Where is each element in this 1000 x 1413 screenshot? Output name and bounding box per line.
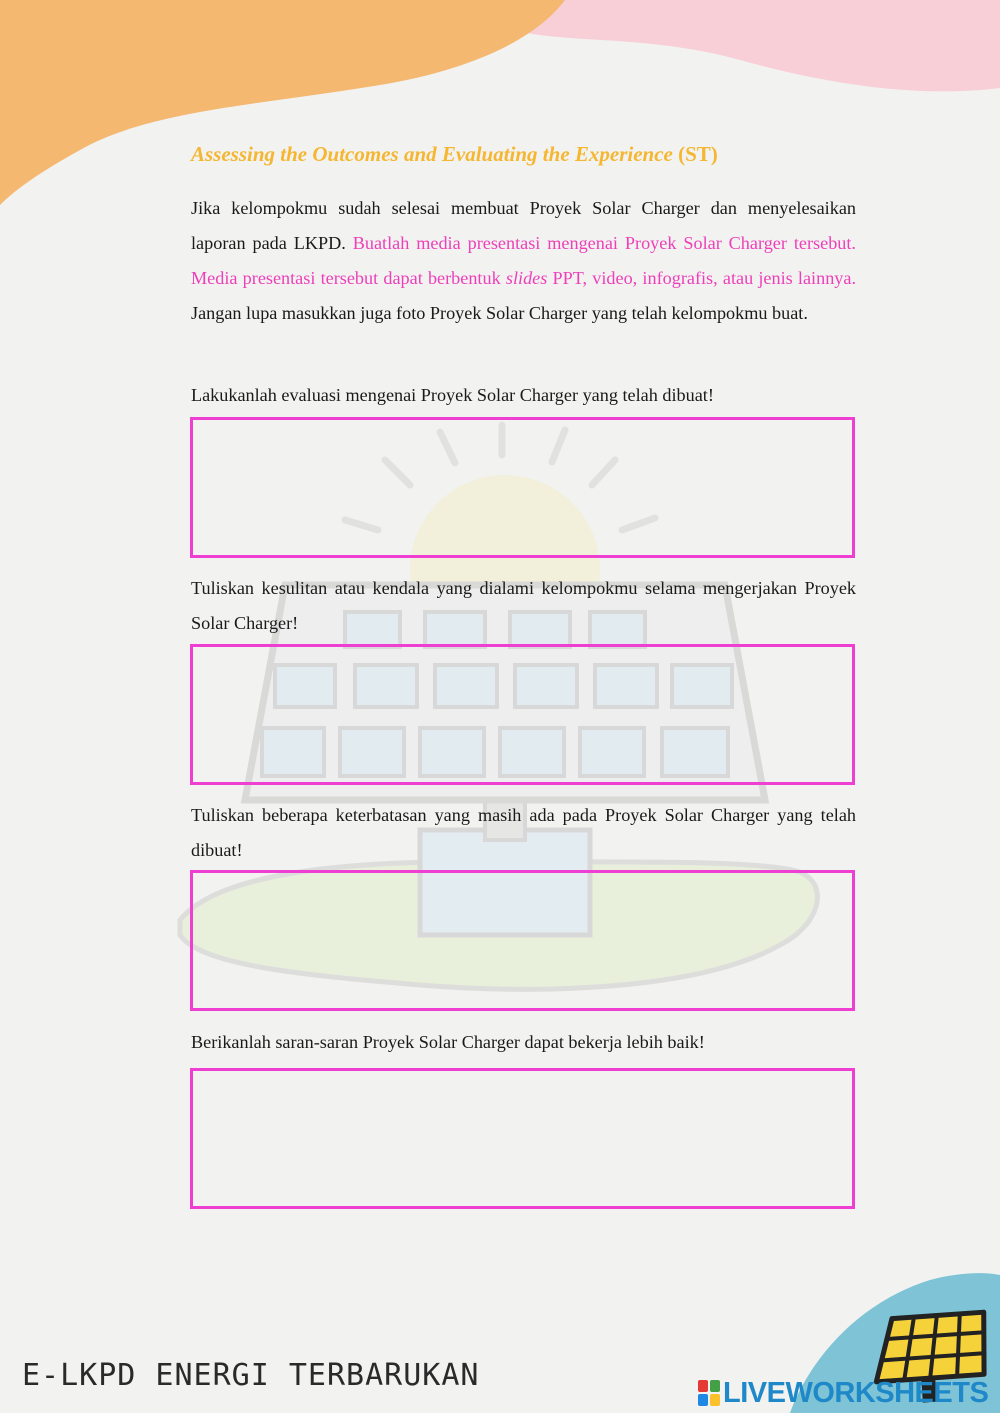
section-title-suffix: (ST): [678, 142, 718, 166]
liveworksheets-icon: [698, 1380, 720, 1406]
section-title: [191, 142, 718, 167]
intro-text-end: Jangan lupa masukkan juga foto Proyek Solar Charger yang telah kelompokmu buat.: [191, 303, 808, 323]
answer-box-1[interactable]: [190, 417, 855, 558]
question-prompt-2: Tuliskan kesulitan atau kendala yang dialami kelompokmu selama mengerjakan Proyek Solar Charger!: [191, 578, 856, 633]
liveworksheets-logo-text: LIVEWORKSHEETS: [723, 1376, 989, 1409]
section-title-main: Assessing the Outcomes and Evaluating the Experience: [191, 142, 673, 166]
question-prompt-3: Tuliskan beberapa keterbatasan yang masih ada pada Proyek Solar Charger yang telah dibuat!: [191, 805, 856, 860]
footer-title: E-LKPD ENERGI TERBARUKAN: [22, 1358, 480, 1393]
intro-paragraph: [191, 191, 856, 331]
intro-highlight-b: PPT, video, infografis, atau jenis lainnya.: [552, 268, 857, 288]
intro-highlight-a: Buatlah media presentasi mengenai Proyek Solar Charger tersebut. Media presentasi tersebut dapat berbentuk: [191, 233, 856, 288]
question-prompt-4: Berikanlah saran-saran Proyek Solar Charger dapat bekerja lebih baik!: [191, 1032, 705, 1052]
answer-box-3[interactable]: [190, 870, 855, 1011]
intro-text-start: Jika kelompokmu sudah selesai membuat Proyek Solar Charger dan menyelesaikan laporan pada LKPD.: [191, 198, 856, 253]
answer-box-4[interactable]: [190, 1068, 855, 1209]
liveworksheets-logo[interactable]: [698, 1377, 988, 1409]
intro-highlight-italic: slides: [505, 268, 548, 288]
question-prompt-1: Lakukanlah evaluasi mengenai Proyek Solar Charger yang telah dibuat!: [191, 385, 714, 405]
answer-box-2[interactable]: [190, 644, 855, 785]
